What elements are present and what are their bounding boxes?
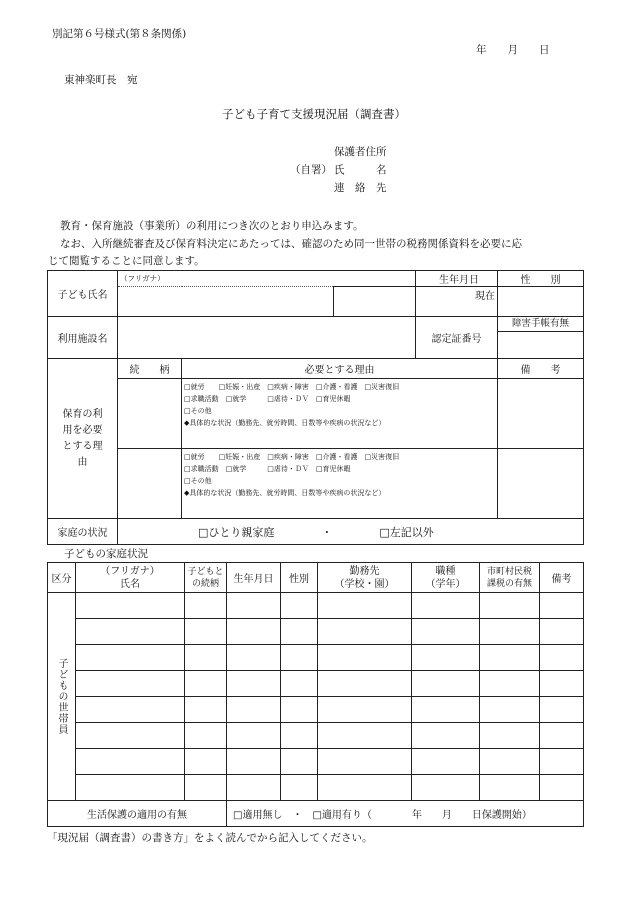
- relation-header: 続 柄: [118, 359, 182, 379]
- welfare-options[interactable]: □適用無し ・ □適用有り（ 年 月 日保護開始）: [227, 801, 584, 827]
- cell[interactable]: [480, 697, 540, 723]
- cell[interactable]: [318, 593, 412, 619]
- job-header-2: （学年）: [425, 578, 466, 590]
- cell[interactable]: [227, 775, 281, 801]
- table-row: [48, 645, 584, 671]
- table-row: [48, 775, 584, 801]
- cell[interactable]: [540, 723, 584, 749]
- cell[interactable]: [281, 749, 318, 775]
- facility-label: 利用施設名: [48, 317, 118, 359]
- cert-number-label: 認定証番号: [416, 317, 498, 359]
- table-row: [48, 697, 584, 723]
- cell[interactable]: [281, 697, 318, 723]
- cell[interactable]: [185, 671, 227, 697]
- cell[interactable]: [281, 593, 318, 619]
- cell[interactable]: [412, 723, 480, 749]
- birthdate-header: 生年月日: [227, 563, 281, 593]
- cell[interactable]: [76, 671, 185, 697]
- intro-line-3: じて閲覧することに同意します。: [48, 255, 205, 267]
- contact-label: 連 絡 先: [334, 182, 387, 194]
- reason-block-2[interactable]: □就労 □妊娠・出産 □疾病・障害 □介護・看護 □災害復旧 □求職活動 □就学 □虐待・ＤＶ □育児休暇 □その他 ◆具体的な状況（勤務先、就労時間、日数等や疾病の状況など）: [182, 449, 498, 519]
- separator-dot: ・: [321, 525, 333, 539]
- reason-header: 必要とする理由: [182, 359, 498, 379]
- cell[interactable]: [412, 645, 480, 671]
- cell[interactable]: [480, 775, 540, 801]
- table-row: [48, 619, 584, 645]
- cell[interactable]: [76, 697, 185, 723]
- remarks-field-1[interactable]: [498, 379, 584, 449]
- cell[interactable]: [318, 645, 412, 671]
- other-checkbox[interactable]: □左記以外: [379, 525, 434, 539]
- intro-line-2: なお、入所継続審査及び保育料決定にあたっては、確認のため同一世帯の税務関係資料を必要に応: [60, 238, 522, 250]
- child-name-field[interactable]: [118, 287, 334, 317]
- birthdate-label: 生年月日: [416, 271, 498, 287]
- remarks-header-2: 備考: [540, 563, 584, 593]
- cell[interactable]: [412, 671, 480, 697]
- cell[interactable]: [76, 749, 185, 775]
- birthdate-field[interactable]: [334, 287, 416, 317]
- cell[interactable]: [76, 775, 185, 801]
- cell[interactable]: [480, 593, 540, 619]
- tax-header-2: 課税の有無: [486, 578, 532, 589]
- home-status-label: 家庭の状況: [48, 519, 118, 545]
- cell[interactable]: [540, 645, 584, 671]
- cell[interactable]: [540, 775, 584, 801]
- cell[interactable]: [540, 697, 584, 723]
- signature-note: （自署）: [290, 164, 332, 176]
- cell[interactable]: [412, 593, 480, 619]
- reason-section-label: 保育の利用を必要とする理由: [48, 359, 118, 519]
- relation-field-2[interactable]: [118, 449, 182, 519]
- household-section-title: 子どもの家庭状況: [64, 548, 148, 560]
- cell[interactable]: [480, 671, 540, 697]
- cell[interactable]: [480, 723, 540, 749]
- sex-label: 性 別: [498, 271, 584, 287]
- relation-header-2: の続柄: [191, 578, 219, 589]
- cell[interactable]: [281, 619, 318, 645]
- table-row: [48, 749, 584, 775]
- cell[interactable]: [76, 593, 185, 619]
- cell[interactable]: [185, 749, 227, 775]
- addressee: 東神楽町長 宛: [64, 74, 138, 86]
- work-header-1: 勤務先: [349, 565, 380, 577]
- cell[interactable]: [227, 723, 281, 749]
- cell[interactable]: [540, 619, 584, 645]
- cell[interactable]: [227, 749, 281, 775]
- relation-header-1: 子どもと: [187, 566, 224, 577]
- child-name-label: 子ども氏名: [48, 271, 118, 317]
- table-row: [48, 593, 584, 619]
- welfare-label: 生活保護の適用の有無: [48, 801, 227, 827]
- sex-header: 性別: [281, 563, 318, 593]
- cell[interactable]: [185, 619, 227, 645]
- cell[interactable]: [480, 619, 540, 645]
- current-label: 現在: [416, 287, 498, 317]
- cell[interactable]: [185, 775, 227, 801]
- cell[interactable]: [412, 775, 480, 801]
- footer-note: 「現況届（調査書）の書き方」をよく読んでから記入してください。: [47, 832, 373, 844]
- job-header-1: 職種: [435, 565, 456, 577]
- cell[interactable]: [281, 775, 318, 801]
- cell[interactable]: [227, 645, 281, 671]
- cell[interactable]: [412, 749, 480, 775]
- guardian-name-label: 氏 名: [334, 164, 387, 176]
- remarks-field-2[interactable]: [498, 449, 584, 519]
- cell[interactable]: [480, 749, 540, 775]
- division-header: 区分: [48, 563, 76, 593]
- cell[interactable]: [318, 671, 412, 697]
- member-label-cell: [48, 593, 76, 801]
- cell[interactable]: [480, 645, 540, 671]
- furigana-label: （フリガナ）: [118, 271, 416, 287]
- application-table: [47, 270, 584, 545]
- remarks-header: 備 考: [498, 359, 584, 379]
- cell[interactable]: [318, 775, 412, 801]
- table-row: [48, 723, 584, 749]
- household-table: [47, 562, 584, 827]
- cell[interactable]: [318, 619, 412, 645]
- tax-header-1: 市町村民税: [486, 566, 532, 577]
- form-id: 別記第６号様式(第８条関係): [52, 28, 187, 40]
- cell[interactable]: [540, 749, 584, 775]
- facility-field[interactable]: [118, 317, 416, 359]
- cell[interactable]: [540, 671, 584, 697]
- cell[interactable]: [540, 593, 584, 619]
- cell[interactable]: [76, 645, 185, 671]
- cell[interactable]: [76, 723, 185, 749]
- cell[interactable]: [281, 723, 318, 749]
- single-parent-checkbox[interactable]: □ひとり親家庭: [198, 525, 275, 539]
- page-title: 子ども子育て支援現況届（調査書）: [222, 107, 406, 121]
- cell[interactable]: [318, 749, 412, 775]
- cell[interactable]: [185, 697, 227, 723]
- cell[interactable]: [227, 619, 281, 645]
- cell[interactable]: [227, 697, 281, 723]
- cell[interactable]: [185, 723, 227, 749]
- cell[interactable]: [185, 593, 227, 619]
- cell[interactable]: [76, 619, 185, 645]
- cell[interactable]: [281, 645, 318, 671]
- member-label: 子どもの世帯員: [56, 658, 67, 735]
- cell[interactable]: [281, 671, 318, 697]
- cell[interactable]: [185, 645, 227, 671]
- table-row: [48, 671, 584, 697]
- cell[interactable]: [412, 619, 480, 645]
- furigana-header: （フリガナ）: [100, 565, 160, 577]
- cell[interactable]: [318, 723, 412, 749]
- cell[interactable]: [412, 697, 480, 723]
- cell[interactable]: [318, 697, 412, 723]
- work-header-2: （学校・園）: [334, 578, 395, 590]
- guardian-address-label: 保護者住所: [334, 146, 387, 158]
- disability-label: 障害手帳有無: [498, 317, 583, 332]
- cell[interactable]: [227, 593, 281, 619]
- relation-field-1[interactable]: [118, 379, 182, 449]
- name-header: 氏名: [120, 578, 140, 590]
- date-line: 年 月 日: [476, 44, 550, 56]
- reason-block-1[interactable]: □就労 □妊娠・出産 □疾病・障害 □介護・看護 □災害復旧 □求職活動 □就学 □虐待・ＤＶ □育児休暇 □その他 ◆具体的な状況（勤務先、就労時間、日数等や疾病の状況など）: [182, 379, 498, 449]
- intro-line-1: 教育・保育施設（事業所）の利用につき次のとおり申込みます。: [60, 220, 364, 232]
- sex-field[interactable]: [498, 287, 584, 317]
- cell[interactable]: [227, 671, 281, 697]
